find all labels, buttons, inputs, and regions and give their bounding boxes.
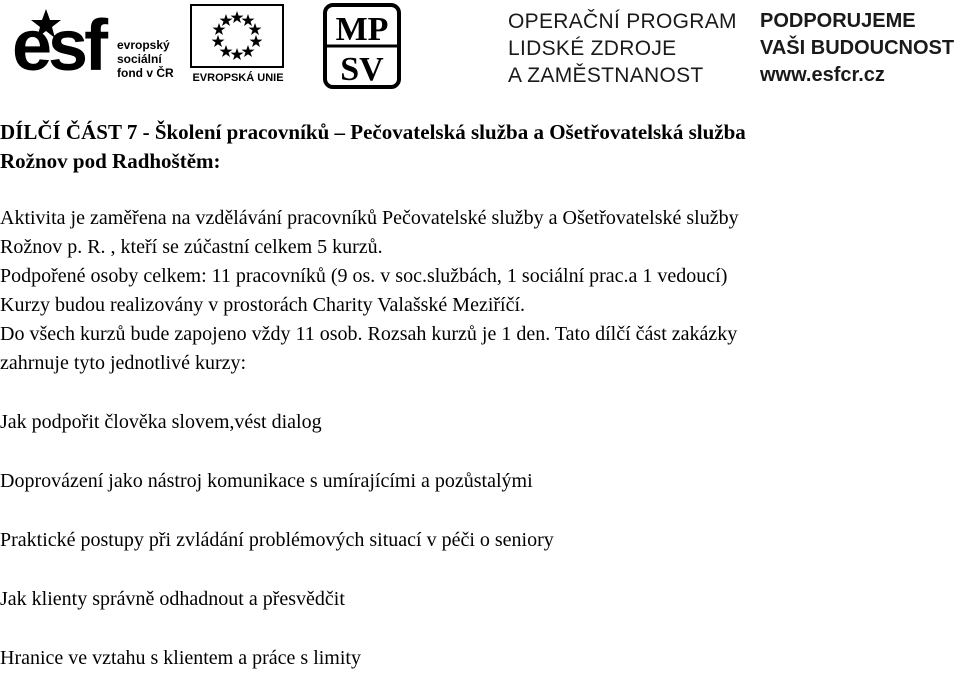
description-block (0, 204, 960, 378)
description-line: Podpořené osoby celkem: 11 pracovníků (9 os. v soc.službách, 1 sociální prac.a 1 vedoucí) (0, 265, 728, 287)
slogan-line: VAŠI BUDOUCNOST (760, 37, 955, 59)
eu-flag-icon (190, 4, 284, 68)
operational-program-text (508, 8, 737, 89)
course-item: Jak podpořit člověka slovem,vést dialog (0, 411, 322, 433)
support-slogan (760, 8, 954, 89)
course-item: Hranice ve vztahu s klientem a práce s limity (0, 647, 361, 669)
esf-line: evropský (117, 38, 170, 52)
description-line: Rožnov p. R. , kteří se zúčastní celkem 5 kurzů. (0, 236, 383, 258)
esf-logo (12, 4, 182, 88)
header-logos (0, 0, 960, 100)
section-heading-line: DÍLČÍ ČÁST 7 - Školení pracovníků – Pečovatelská služba a Ošetřovatelská služba (0, 120, 746, 144)
esf-line: fond v ČR (117, 66, 174, 80)
program-line: OPERAČNÍ PROGRAM (508, 10, 737, 33)
mpsv-logo (322, 2, 402, 90)
mpsv-emblem-icon (322, 2, 402, 90)
website-url: www.esfcr.cz (760, 64, 885, 86)
description-line: zahrnuje tyto jednotlivé kurzy: (0, 352, 247, 374)
mpsv-bottom: SV (340, 51, 384, 88)
mpsv-top: MP (335, 11, 389, 48)
description-line: Do všech kurzů bude zapojeno vždy 11 osob. Rozsah kurzů je 1 den. Tato dílčí část zakázky (0, 323, 738, 345)
description-line: Kurzy budou realizovány v prostorách Charity Valašské Meziříčí. (0, 294, 526, 316)
slogan-line: PODPORUJEME (760, 10, 916, 32)
esf-line: sociální (117, 52, 162, 66)
course-item: Doprovázení jako nástroj komunikace s umírajícími a pozůstalými (0, 470, 533, 492)
program-line: A ZAMĚSTNANOST (508, 64, 704, 87)
eu-logo (188, 4, 288, 88)
description-line: Aktivita je zaměřena na vzdělávání pracovníků Pečovatelské služby a Ošetřovatelské služby (0, 207, 739, 229)
esf-mark: esf (12, 6, 105, 86)
section-heading-line: Rožnov pod Radhoštěm: (0, 149, 221, 173)
document-body (0, 118, 960, 673)
esf-fund-text (117, 38, 174, 80)
course-item: Jak klienty správně odhadnout a přesvědčit (0, 588, 345, 610)
program-line: LIDSKÉ ZDROJE (508, 37, 677, 60)
eu-caption: EVROPSKÁ UNIE (192, 72, 284, 84)
course-item: Praktické postupy při zvládání problémových situací v péči o seniory (0, 529, 554, 551)
